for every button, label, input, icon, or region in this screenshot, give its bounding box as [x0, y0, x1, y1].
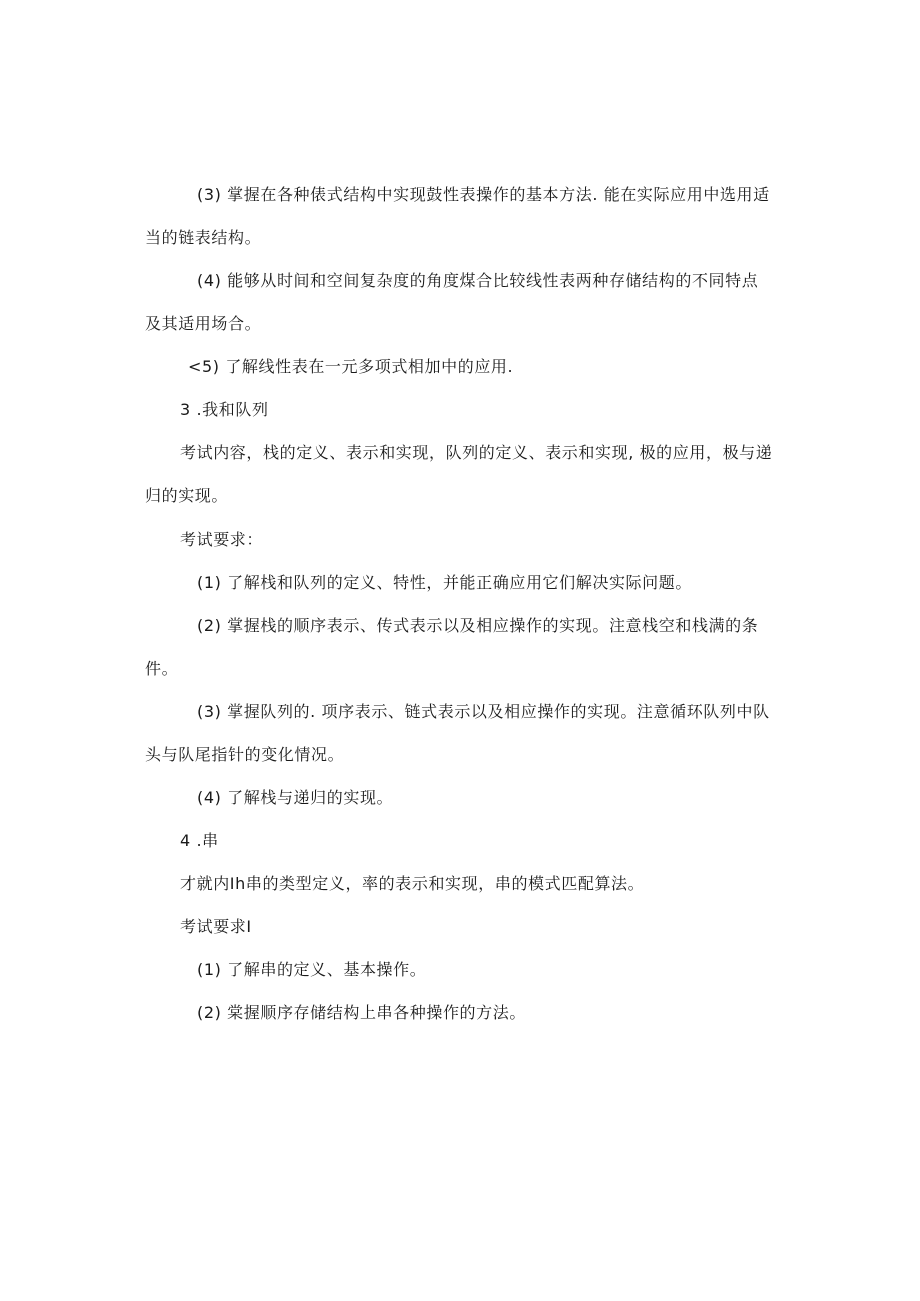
section-3-content-line1: 考试内容，栈的定义、表示和实现，队列的定义、表示和实现, 极的应用，极与递	[180, 443, 773, 462]
section-3-req-1: (1) 了解栈和队列的定义、特性，并能正确应用它们解决实际问题。	[197, 573, 692, 592]
section-4-requirements-label: 考试要求I	[180, 917, 252, 936]
section-4-heading: 4 .串	[180, 831, 219, 850]
section-4-req-2: (2) 棠握顺序存储结构上串各种操作的方法。	[197, 1003, 526, 1022]
section-3-requirements-label: 考试要求：	[180, 530, 264, 549]
section-3-content-line2: 归的实现。	[145, 486, 229, 505]
section-4-req-1: (1) 了解串的定义、基本操作。	[197, 960, 427, 979]
section-3-req-4: (4) 了解栈与递归的实现。	[197, 788, 394, 807]
item-4-complexity-line2: 及其适用场合。	[145, 314, 262, 333]
section-3-heading: 3 .我和队列	[180, 400, 269, 419]
section-4-content: 才就内Ih串的类型定义，率的表示和实现，串的模式匹配算法。	[180, 874, 645, 893]
item-3-linked-list-line2: 当的链表结构。	[145, 228, 262, 247]
section-3-req-3-line1: (3) 掌握队列的. 项序表示、链式表示以及相应操作的实现。注意循环队列中队	[197, 702, 770, 721]
section-3-req-3-line2: 头与队尾指针的变化情况。	[145, 745, 345, 764]
item-4-complexity-line1: (4) 能够从时间和空间复杂度的角度煤合比较线性表两种存储结构的不同特点	[197, 271, 759, 290]
section-3-req-2-line2: 件。	[145, 659, 179, 678]
item-3-linked-list-line1: (3) 掌握在各种俵式结构中实现鼓性表操作的基本方法. 能在实际应用中选用适	[197, 185, 770, 204]
section-3-req-2-line1: (2) 掌握栈的顺序表示、传式表示以及相应操作的实现。注意栈空和栈满的条	[197, 616, 759, 635]
item-5-polynomial: <5) 了解线性表在一元多项式相加中的应用.	[188, 357, 514, 376]
